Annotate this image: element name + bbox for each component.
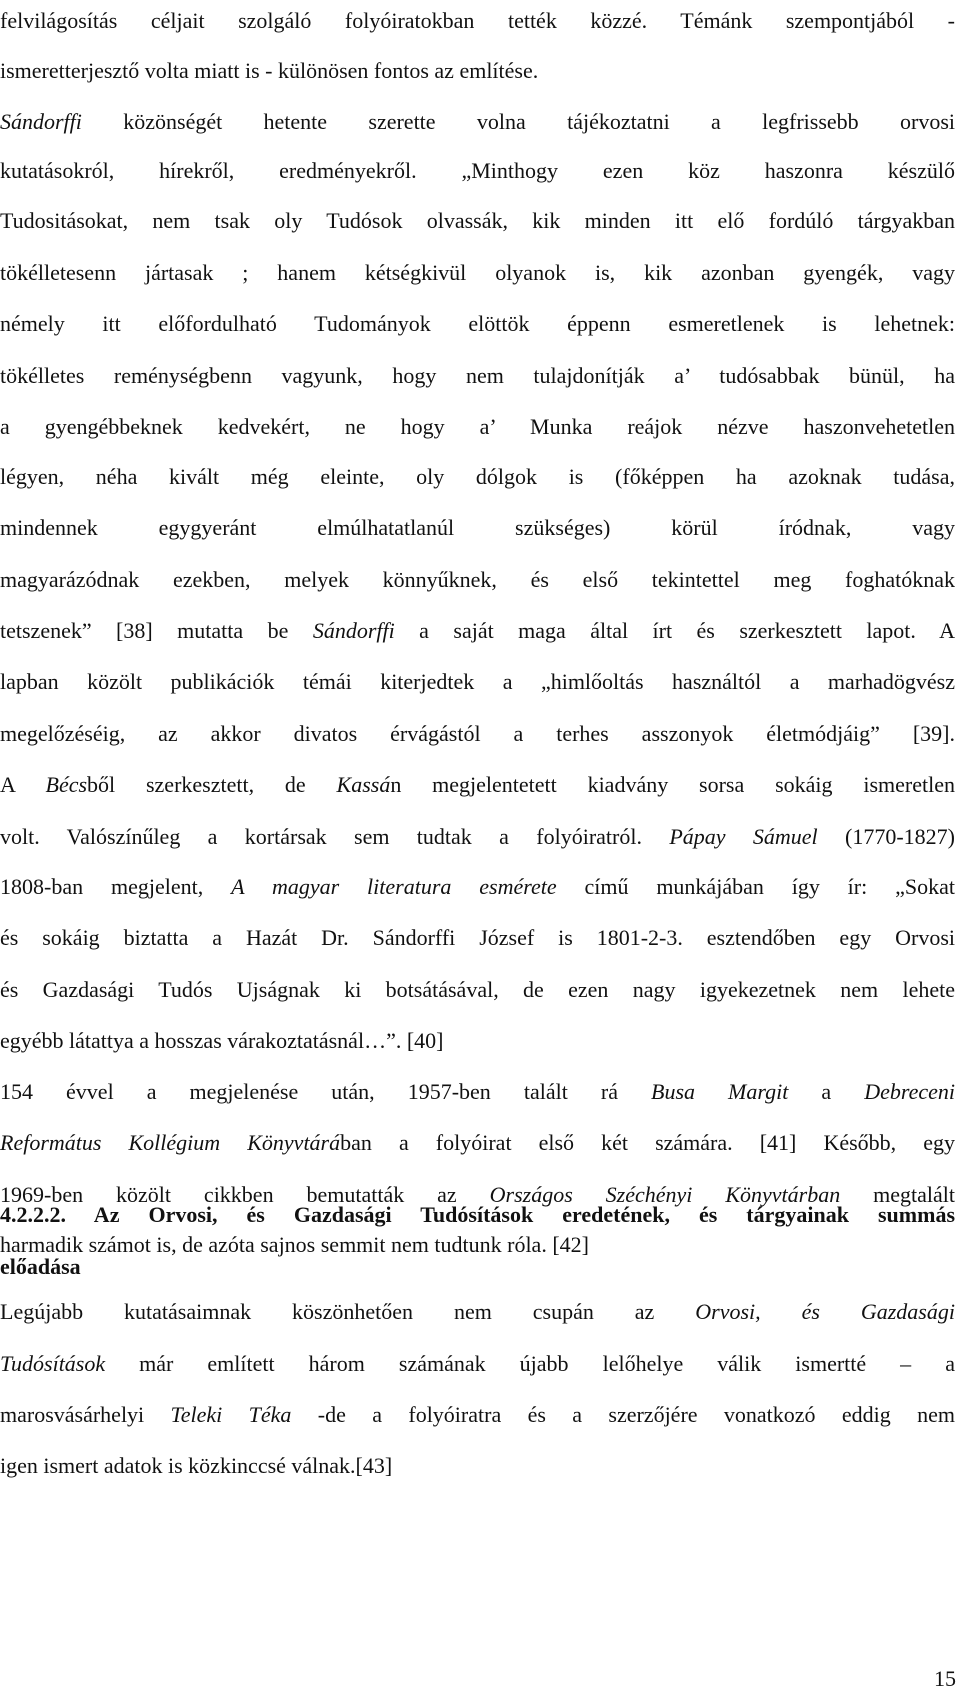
heading-line: 4.2.2.2. Az Orvosi, és Gazdasági Tudósítások eredetének, és tárgyainak summás [0,1202,955,1227]
italic-span: Pápay Sámuel [669,824,818,849]
text-line [0,107,955,137]
text-line [0,1297,955,1327]
text-span: n megjelentetett kiadvány sorsa sokáig ismeretlen [390,772,955,797]
text-span: lapban közölt publikációk témái kiterjedtek a „himlőoltás használtól a marhadögvész [0,669,955,694]
text-span: (1770-1827) [817,824,955,849]
text-span: -de a folyóiratra és a szerzőjére vonatkozó eddig nem [291,1402,956,1427]
text-span: 154 évvel a megjelenése után, 1957-ben talált rá [0,1079,651,1104]
italic-span: Református Kollégium Könyvtárá [0,1130,341,1155]
text-span: mindennek egygyeránt elmúlhatatlanúl szükséges) körül íródnak, vagy [0,515,955,540]
text-span: ismeretterjesztő volta miatt is - különösen fontos az említése. [0,58,539,83]
text-span: marosvásárhelyi [0,1402,171,1427]
text-span: légyen, néha kivált még eleinte, oly dólgok is (főképpen ha azoknak tudása, [0,464,955,489]
text-span: a gyengébbeknek kedvekért, ne hogy a’ Munka reájok nézve haszonvehetetlen [0,414,955,439]
text-line [0,56,955,86]
text-span: már említett három számának újabb lelőhelye válik ismertté – a [105,1351,955,1376]
text-span: Legújabb kutatásaimnak köszönhetően nem csupán az [0,1299,696,1324]
text-line [0,206,955,236]
text-line [0,565,955,595]
text-span: ban a folyóirat első két számára. [41] Később, egy [340,1130,955,1155]
text-line [0,719,955,749]
text-line [0,1077,955,1107]
text-line [0,309,955,339]
text-line [0,412,955,442]
text-line [0,258,955,288]
text-line [0,975,955,1005]
text-line [0,462,955,492]
text-span: 1969-ben közölt cikkben bemutatták az [0,1182,490,1207]
text-line [0,872,955,902]
text-span: című munkájában így ír: „Sokat [556,874,955,899]
text-span: volt. Valószínűleg a kortársak sem tudtak a folyóiratról. [0,824,670,849]
text-span: igen ismert adatok is közkinccsé válnak.[43] [0,1453,393,1478]
italic-span: Debreceni [864,1079,956,1104]
text-span: a [788,1079,865,1104]
text-line [0,1400,955,1430]
heading-line: előadása [0,1254,81,1279]
text-span: ből szerkesztett, de [87,772,337,797]
text-line [0,616,955,646]
text-span: tökélletesenn jártasak ; hanem kétségkivül olyanok is, kik azonban gyengék, vagy [0,260,955,285]
text-span: és Gazdasági Tudós Ujságnak ki botsátásával, de ezen nagy igyekezetnek nem lehete [0,977,955,1002]
italic-span: Tudósítások [0,1351,106,1376]
text-span: A [0,772,46,797]
text-span: tetszenek” [38] mutatta be [0,618,313,643]
text-span: egyébb látattya a hosszas várakoztatásnál…”. [40] [0,1028,444,1053]
italic-span: A magyar literatura esmérete [231,874,557,899]
text-span: megtalált [840,1182,955,1207]
text-span: 1808-ban megjelent, [0,874,232,899]
text-line [0,361,955,391]
text-span: Tudositásokat, nem tsak oly Tudósok olvassák, kik minden itt elő fordúló tárgyakban [0,208,955,233]
italic-span: Sándorffi [312,618,395,643]
italic-span: Teleki Téka [170,1402,292,1427]
text-span: a saját maga által írt és szerkesztett lapot. A [394,618,955,643]
text-line [0,513,955,543]
text-span: és sokáig biztatta a Hazát Dr. Sándorffi József is 1801-2-3. esztendőben egy Orvosi [0,925,955,950]
text-line [0,1128,955,1158]
text-span: megelőzéséig, az akkor divatos érvágástól a terhes asszonyok életmódjáig” [39]. [0,721,955,746]
text-line [0,923,955,953]
text-line [0,6,955,36]
page-number: 15 [934,1666,956,1691]
text-span: harmadik számot is, de azóta sajnos semmit nem tudtunk róla. [42] [0,1232,589,1257]
text-line [0,1026,955,1056]
italic-span: Sándorffi [0,109,82,134]
text-span: közönségét hetente szerette volna tájékoztatni a legfrissebb orvosi [81,109,955,134]
text-line [0,770,955,800]
text-span: némely itt előfordulható Tudományok elöttök éppenn esmeretlenek is lehetnek: [0,311,955,336]
text-line [0,1349,955,1379]
text-span: kutatásokról, hírekről, eredményekről. „Minthogy ezen köz haszonra készülő [0,158,955,183]
italic-span: Orvosi, és Gazdasági [695,1299,955,1324]
italic-span: Kassá [336,772,391,797]
text-line [0,1451,955,1481]
text-span: tökélletes reménységbenn vagyunk, hogy nem tulajdonítják a’ tudósabbak bünül, ha [0,363,955,388]
text-span: felvilágosítás céljait szolgáló folyóiratokban tették közzé. Témánk szempontjából - [0,8,955,33]
text-line [0,156,955,186]
text-span: magyarázódnak ezekben, melyek könnyűknek, és első tekintettel meg foghatóknak [0,567,955,592]
italic-span: Országos Széchényi Könyvtárban [489,1182,841,1207]
text-line [0,667,955,697]
italic-span: Busa Margit [651,1079,789,1104]
text-line [0,822,955,852]
italic-span: Bécs [45,772,88,797]
